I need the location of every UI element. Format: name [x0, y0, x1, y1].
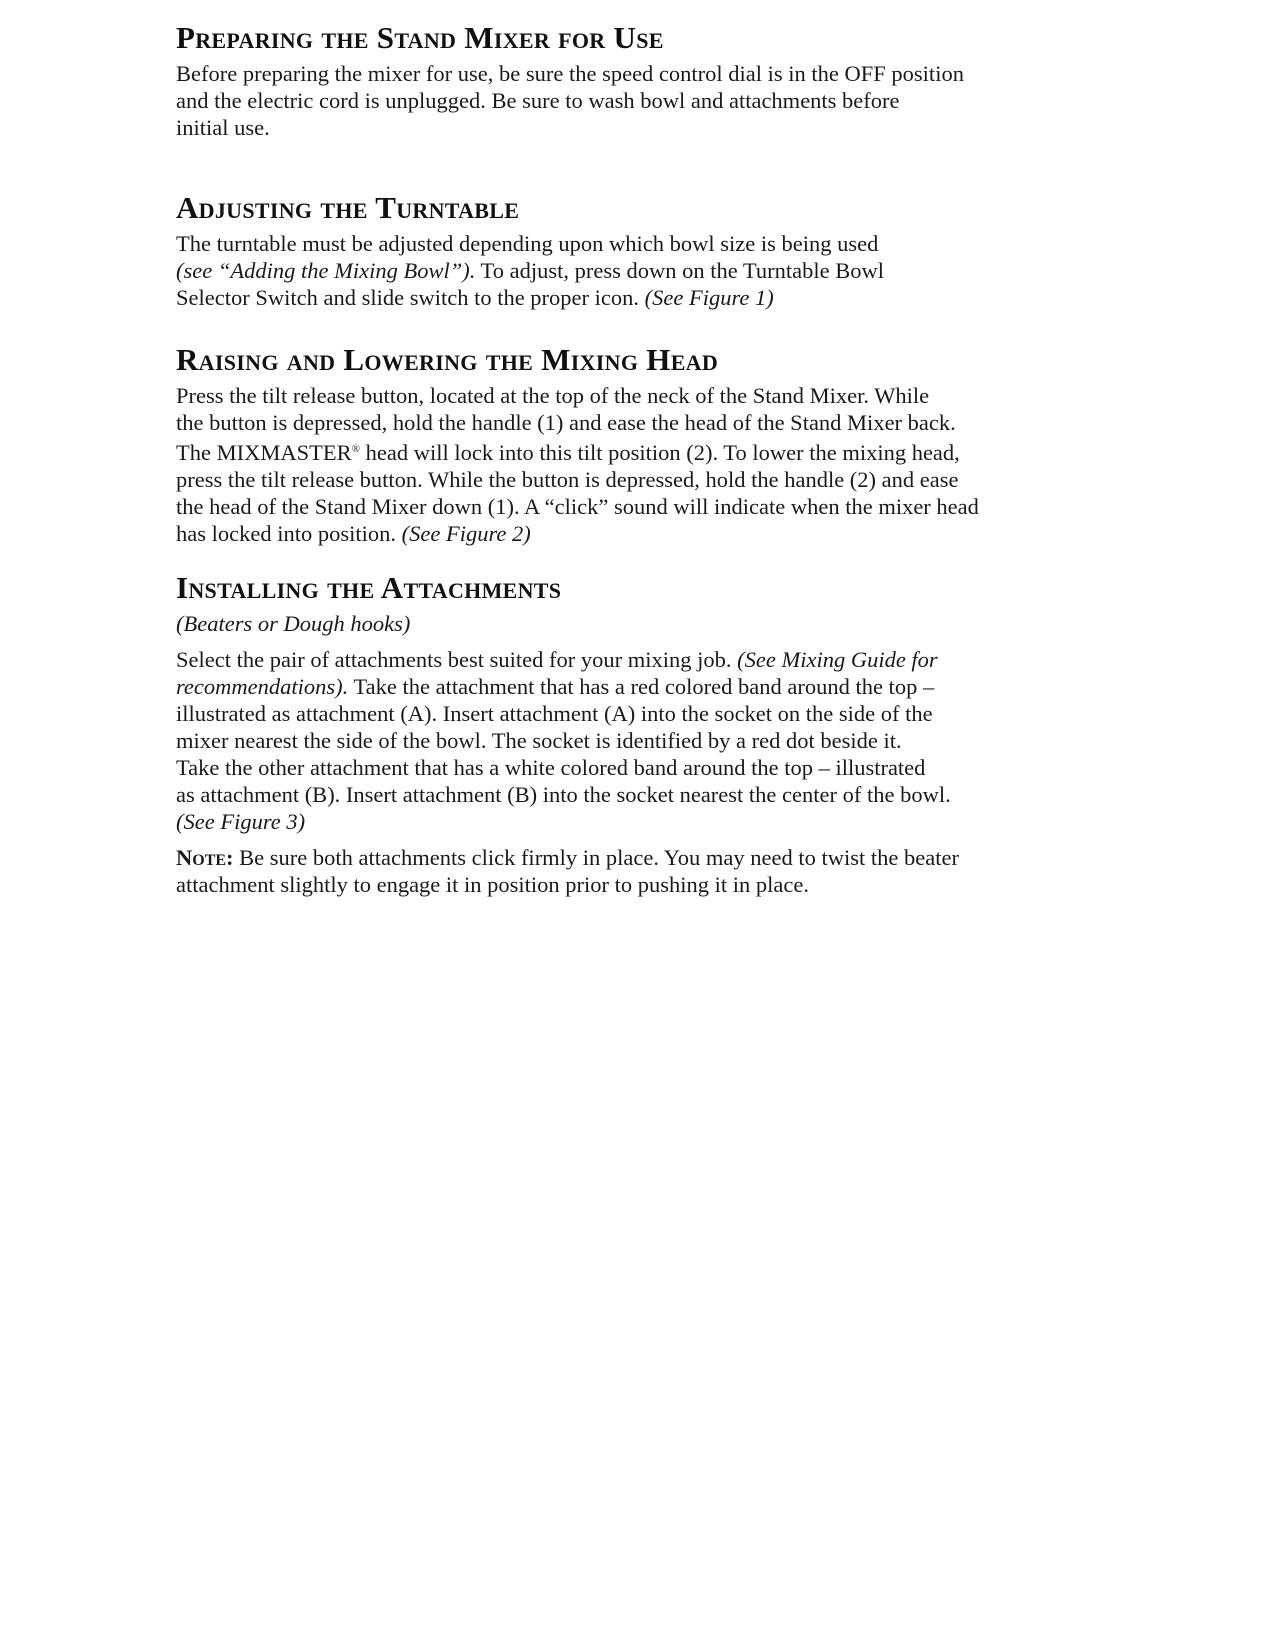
section-title: Installing the Attachments [176, 570, 562, 605]
body-line: Take the other attachment that has a white colored band around the top – illustrated [176, 755, 926, 780]
body-line [176, 646, 959, 673]
body-text: Selector Switch and slide switch to the proper icon. [176, 285, 645, 310]
section-installing-attachments [176, 568, 959, 898]
body-line: attachment slightly to engage it in position prior to pushing it in place. [176, 872, 810, 897]
section-body [176, 230, 884, 311]
section-body [176, 60, 964, 141]
section-title: Preparing the Stand Mixer for Use [176, 20, 664, 55]
body-line: the head of the Stand Mixer down (1). A “click” sound will indicate when the mixer head [176, 494, 979, 519]
section-title: Adjusting the Turntable [176, 190, 520, 225]
body-line: The turntable must be adjusted depending upon which bowl size is being used [176, 231, 879, 256]
body-text: Take the attachment that has a red colored band around the top – [348, 674, 935, 699]
body-line: the button is depressed, hold the handle (1) and ease the head of the Stand Mixer back. [176, 410, 956, 435]
body-line: initial use. [176, 115, 270, 140]
italic-reference: (see “Adding the Mixing Bowl”). [176, 258, 476, 283]
body-text: To adjust, press down on the Turntable Bowl [475, 258, 884, 283]
section-title: Raising and Lowering the Mixing Head [176, 342, 719, 377]
body-line [176, 520, 979, 547]
body-line [176, 844, 959, 871]
body-line [176, 284, 884, 311]
note-paragraph [176, 844, 959, 898]
section-preparing [176, 18, 964, 141]
body-line: mixer nearest the side of the bowl. The socket is identified by a red dot beside it. [176, 728, 902, 753]
body-line: press the tilt release button. While the button is depressed, hold the handle (2) and ease [176, 467, 959, 492]
body-line: illustrated as attachment (A). Insert attachment (A) into the socket on the side of the [176, 701, 933, 726]
body-line [176, 436, 979, 466]
section-turntable [176, 188, 884, 311]
italic-reference: recommendations). [176, 674, 349, 699]
body-line [176, 673, 959, 700]
figure-reference: (See Figure 2) [401, 521, 531, 546]
body-line: Before preparing the mixer for use, be sure the speed control dial is in the OFF position [176, 61, 964, 86]
figure-reference: (See Figure 3) [176, 809, 306, 834]
section-body [176, 382, 979, 547]
section-raising-lowering [176, 340, 979, 547]
registered-mark: ® [351, 443, 360, 455]
body-line [176, 257, 884, 284]
body-line: and the electric cord is unplugged. Be sure to wash bowl and attachments before [176, 88, 900, 113]
body-line: as attachment (B). Insert attachment (B) into the socket nearest the center of the bowl. [176, 782, 951, 807]
section-subtitle: (Beaters or Dough hooks) [176, 611, 411, 636]
body-text: has locked into position. [176, 521, 402, 546]
body-text: The MIXMASTER [176, 440, 352, 465]
body-line: Press the tilt release button, located at the top of the neck of the Stand Mixer. While [176, 383, 930, 408]
italic-reference: (See Mixing Guide for [737, 647, 938, 672]
body-text: Select the pair of attachments best suited for your mixing job. [176, 647, 738, 672]
figure-reference: (See Figure 1) [644, 285, 774, 310]
body-text: head will lock into this tilt position (2). To lower the mixing head, [359, 440, 960, 465]
note-label: Note: [176, 845, 234, 870]
section-body [176, 646, 959, 835]
body-text: Be sure both attachments click firmly in place. You may need to twist the beater [233, 845, 959, 870]
